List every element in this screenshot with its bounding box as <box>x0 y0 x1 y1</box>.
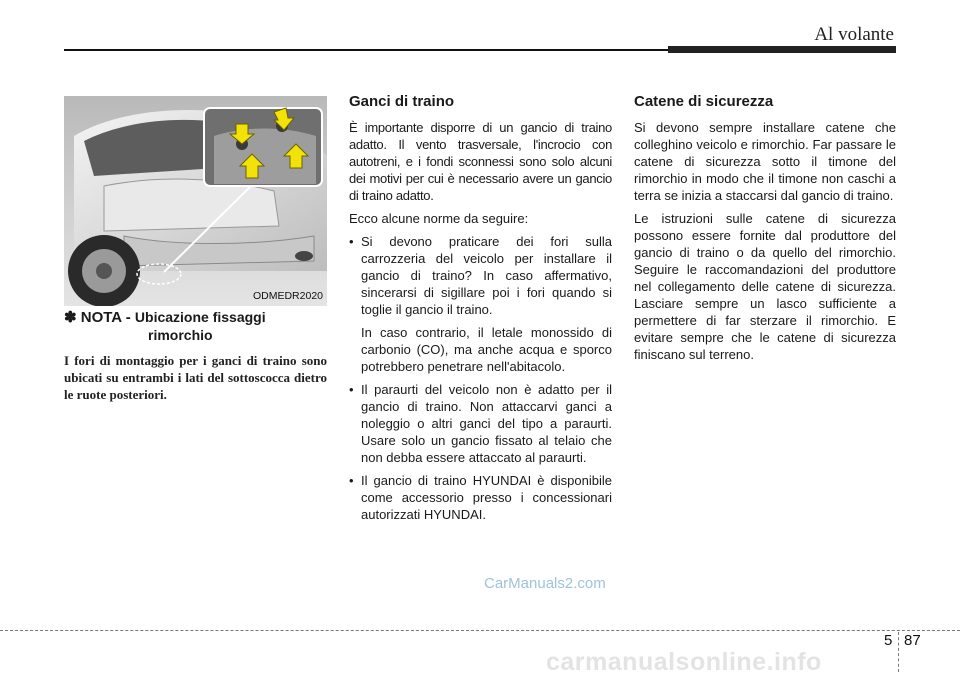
bullet-mark: • <box>349 382 354 397</box>
towing-bullet-1-cont: In caso contrario, il letale monossido di carbonio (CO), ma anche acqua e sporco potrebbero penetrare nell'abitacolo. <box>361 325 612 374</box>
header-rule <box>64 49 668 51</box>
car-rear-illustration <box>64 96 327 306</box>
header-bar <box>668 46 896 53</box>
page-number: 87 <box>904 632 921 649</box>
note-heading <box>64 308 327 327</box>
towing-intro: È importante disporre di un gancio di traino adatto. Il vento trasversale, l'incrocio con autotreni, e i fondi sconnessi sono solo alcuni dei motivi per cui è necessario avere un gancio di traino adatto. <box>349 120 612 203</box>
page-divider <box>898 632 899 672</box>
note-section <box>64 308 327 403</box>
towing-section <box>349 92 612 529</box>
figure-code: ODMEDR2020 <box>252 290 323 302</box>
chains-paragraph-2: Le istruzioni sulle catene di sicurezza possono essere fornite dal produttore del gancio di traino o da quello del rimorchio. Seguire le raccomandazioni del produttore nel collegamento delle catene di sicurezza. Lasciare sempre un lasco sufficiente a permettere di far sterzare il rimorchio. E evitare sempre che le catene di sicurezza finiscano sul terreno. <box>634 211 896 362</box>
towing-bullet-2-text: Il paraurti del veicolo non è adatto per il gancio di traino. Non attaccarvi ganci a noleggio o altri ganci del tipo a paraurti. Usare solo un gancio fissato al telaio che non debba essere attaccato al paraurti. <box>361 382 612 465</box>
footer-rule <box>0 630 960 631</box>
towing-bullet-1 <box>349 233 612 318</box>
chains-section <box>634 92 896 369</box>
towing-heading: Ganci di traino <box>349 93 455 110</box>
note-title-line2: rimorchio <box>148 327 213 343</box>
towing-bullet-2 <box>349 381 612 466</box>
chains-heading: Catene di sicurezza <box>634 93 774 110</box>
note-body: I fori di montaggio per i ganci di traino sono ubicati su entrambi i lati del sottoscocca dietro le ruote posteriori. <box>64 353 327 402</box>
footer-watermark: carmanualsonline.info <box>546 648 822 676</box>
towing-rules-intro: Ecco alcune norme da seguire: <box>349 211 529 226</box>
header-title: Al volante <box>814 24 894 45</box>
towing-bullet-1-text: Si devono praticare dei fori sulla carrozzeria del veicolo per installare il gancio di traino? In caso affermativo, sincerarsi di sigillare poi i fori quando si toglie il gancio il traino. <box>361 234 612 317</box>
bullet-mark: • <box>349 473 354 488</box>
watermark-link[interactable]: CarManuals2.com <box>484 575 606 592</box>
section-number: 5 <box>884 632 893 649</box>
bullet-mark: • <box>349 234 354 249</box>
note-label: NOTA - <box>80 309 131 326</box>
note-title-line1: Ubicazione fissaggi <box>134 309 266 325</box>
car-rear-drawing <box>64 96 327 306</box>
chains-paragraph-1: Si devono sempre installare catene che colleghino veicolo e rimorchio. Far passare le catene di sicurezza sotto il timone del rimorchio in modo che il timone non caschi a terra se inizia a staccarsi dal gancio di traino. <box>634 120 896 203</box>
note-star-icon: ✽ <box>64 309 77 326</box>
towing-bullet-3-text: Il gancio di traino HYUNDAI è disponibile come accessorio presso i concessionari autorizzati HYUNDAI. <box>361 473 612 522</box>
towing-bullet-3 <box>349 472 612 523</box>
